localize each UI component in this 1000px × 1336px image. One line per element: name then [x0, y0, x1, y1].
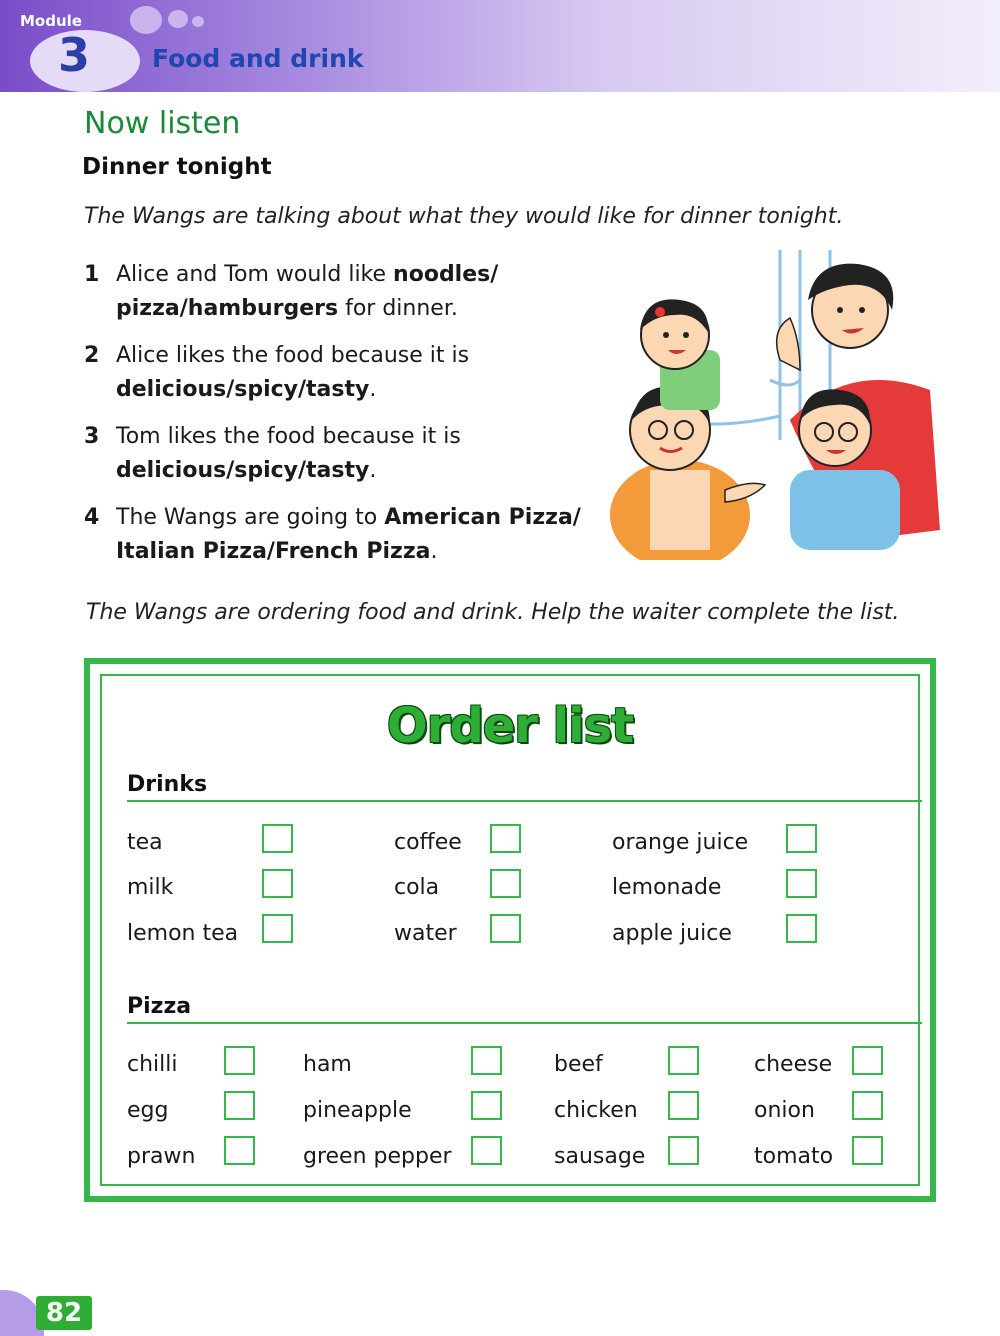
drink-item: tea — [127, 830, 163, 855]
drink-checkbox[interactable] — [490, 914, 521, 943]
drink-checkbox[interactable] — [262, 869, 293, 898]
header-bubble — [168, 10, 188, 28]
header-bubble — [192, 16, 204, 27]
drink-checkbox[interactable] — [786, 869, 817, 898]
header-bubble — [130, 6, 162, 34]
family-illustration — [600, 240, 940, 560]
drink-item: lemon tea — [127, 921, 239, 946]
question-item — [84, 339, 604, 407]
pizza-checkbox[interactable] — [668, 1046, 699, 1075]
pizza-checkbox[interactable] — [668, 1136, 699, 1165]
order-list-box — [84, 658, 936, 1202]
order-list-title: Order list — [386, 698, 634, 754]
question-text: for dinner. — [338, 296, 458, 321]
question-number: 2 — [84, 343, 100, 368]
pizza-checkbox[interactable] — [224, 1091, 255, 1120]
drink-checkbox[interactable] — [262, 824, 293, 853]
pizza-checkbox[interactable] — [852, 1136, 883, 1165]
pizza-item: egg — [127, 1098, 169, 1123]
pizza-checkbox[interactable] — [471, 1046, 502, 1075]
pizza-item: cheese — [754, 1052, 833, 1077]
pizza-divider — [127, 1022, 922, 1024]
pizza-item: chilli — [127, 1052, 178, 1077]
drinks-divider — [127, 800, 922, 802]
question-option[interactable]: delicious/spicy/tasty — [116, 377, 370, 402]
pizza-checkbox[interactable] — [668, 1091, 699, 1120]
question-number: 1 — [84, 262, 100, 287]
module-label: Module — [20, 12, 82, 30]
pizza-item: tomato — [754, 1144, 834, 1169]
module-header — [0, 0, 1000, 92]
module-number: 3 — [58, 28, 91, 82]
pizza-checkbox[interactable] — [224, 1136, 255, 1165]
drink-item: orange juice — [612, 830, 749, 855]
drinks-label: Drinks — [127, 772, 208, 797]
intro-text: The Wangs are talking about what they would like for dinner tonight. — [84, 204, 844, 229]
pizza-item: ham — [303, 1052, 352, 1077]
pizza-item: pineapple — [303, 1098, 412, 1123]
question-option[interactable]: American Pizza/ — [384, 505, 581, 530]
instruction-text: The Wangs are ordering food and drink. Help the waiter complete the list. — [86, 600, 900, 625]
question-option[interactable]: delicious/spicy/tasty — [116, 458, 370, 483]
question-list — [84, 258, 604, 582]
drink-item: coffee — [394, 830, 462, 855]
pizza-item: chicken — [554, 1098, 638, 1123]
drink-checkbox[interactable] — [786, 914, 817, 943]
subsection-title: Dinner tonight — [82, 154, 272, 180]
question-item — [84, 501, 604, 569]
pizza-checkbox[interactable] — [852, 1046, 883, 1075]
drink-checkbox[interactable] — [786, 824, 817, 853]
pizza-label: Pizza — [127, 994, 192, 1019]
pizza-item: sausage — [554, 1144, 646, 1169]
question-item — [84, 420, 604, 488]
drink-checkbox[interactable] — [262, 914, 293, 943]
pizza-item: onion — [754, 1098, 815, 1123]
question-text: Tom likes the food because it is — [116, 424, 461, 449]
question-option[interactable]: noodles/ — [393, 262, 499, 287]
drink-item: lemonade — [612, 875, 722, 900]
question-text: . — [369, 458, 377, 483]
question-text: . — [430, 539, 438, 564]
question-item — [84, 258, 604, 326]
question-option[interactable]: Italian Pizza/French Pizza — [116, 539, 431, 564]
question-text: Alice and Tom would like — [116, 262, 394, 287]
pizza-item: green pepper — [303, 1144, 452, 1169]
pizza-item: prawn — [127, 1144, 196, 1169]
question-option[interactable]: pizza/hamburgers — [116, 296, 339, 321]
pizza-checkbox[interactable] — [224, 1046, 255, 1075]
section-title: Now listen — [84, 106, 241, 141]
question-text: . — [369, 377, 377, 402]
drink-item: cola — [394, 875, 440, 900]
question-number: 3 — [84, 424, 100, 449]
question-number: 4 — [84, 505, 100, 530]
module-title: Food and drink — [152, 44, 364, 73]
drink-checkbox[interactable] — [490, 869, 521, 898]
question-text: Alice likes the food because it is — [116, 343, 470, 368]
pizza-item: beef — [554, 1052, 603, 1077]
drink-item: milk — [127, 875, 174, 900]
pizza-checkbox[interactable] — [471, 1091, 502, 1120]
pizza-checkbox[interactable] — [852, 1091, 883, 1120]
drink-checkbox[interactable] — [490, 824, 521, 853]
question-text: The Wangs are going to — [116, 505, 385, 530]
pizza-checkbox[interactable] — [471, 1136, 502, 1165]
drink-item: apple juice — [612, 921, 732, 946]
drink-item: water — [394, 921, 457, 946]
page-number: 82 — [36, 1296, 92, 1330]
